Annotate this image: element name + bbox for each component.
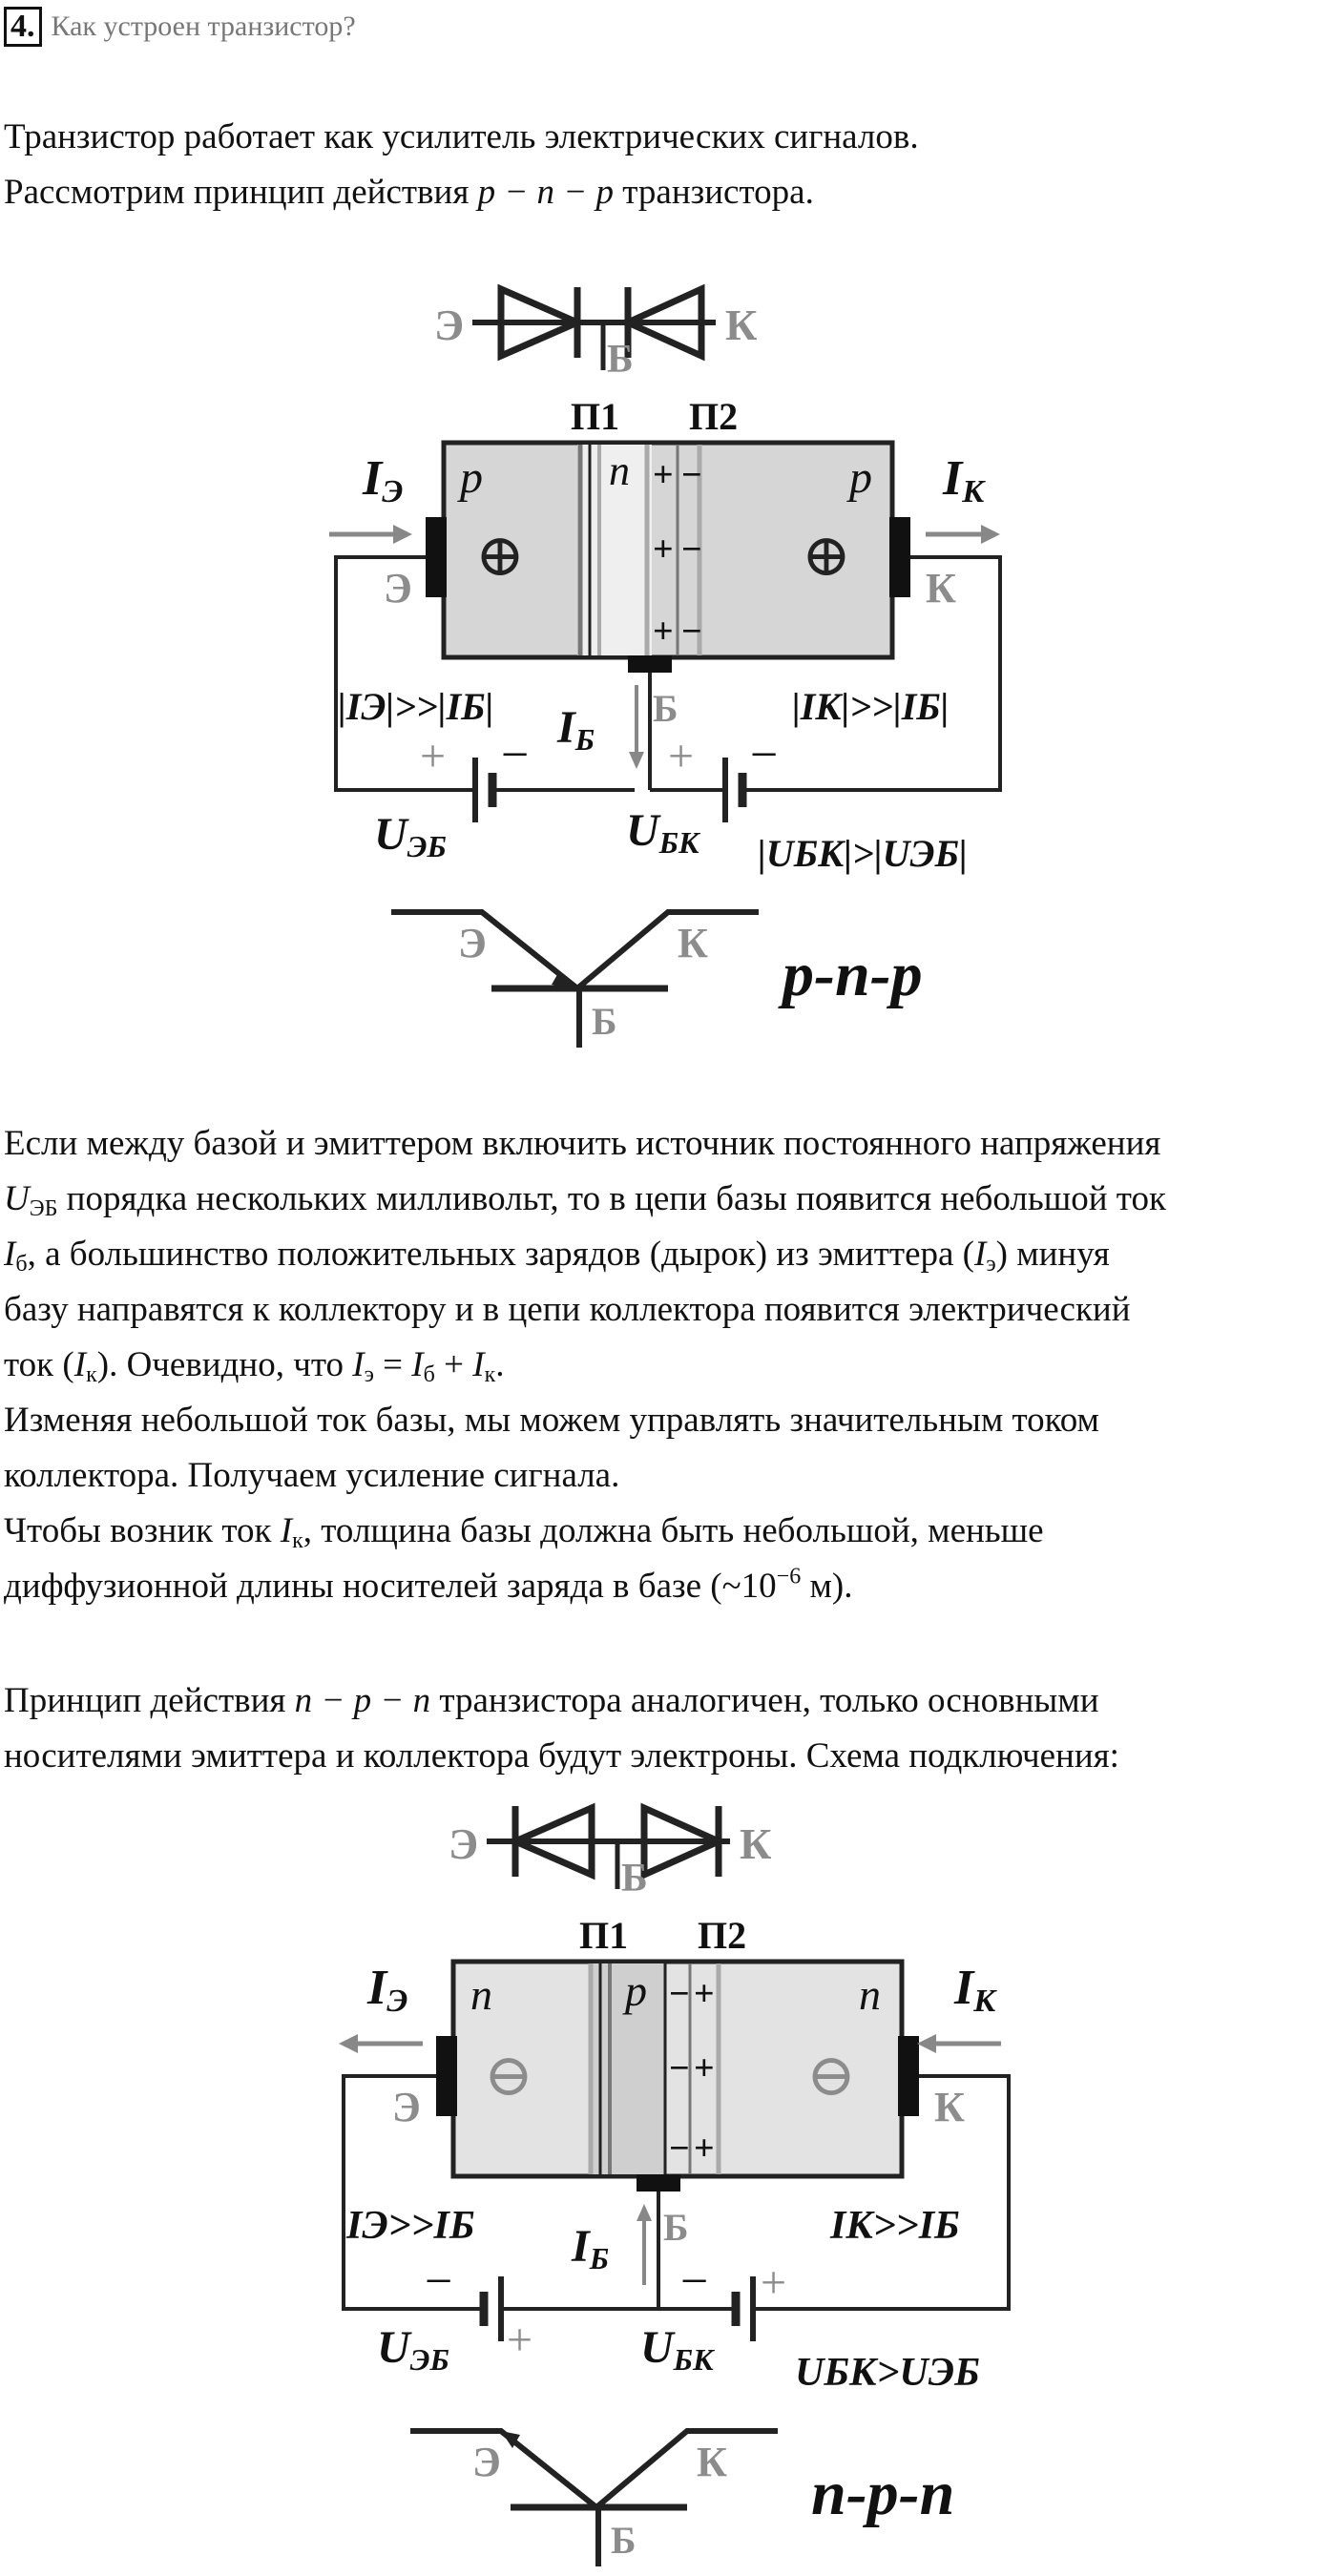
pnp-bat1-minus: − — [501, 728, 530, 782]
npn-minus-3: − — [669, 2129, 690, 2169]
body-line-5: ток $(I_к)$. Очевидно, что $I_э = I_б + I_к$. — [4, 1345, 505, 1387]
intro-line-2: Рассмотрим принцип действия p − n − p транзистора. — [4, 173, 814, 212]
pnp-symbol-b: Б — [592, 1000, 617, 1043]
pnp-rel-left: |IЭ|>>|IБ| — [338, 685, 494, 728]
pnp-label-k: К — [926, 565, 956, 612]
pnp-plus-3: + — [653, 612, 674, 652]
pnp-u-bk: UБК — [626, 805, 699, 860]
pnp-junction-2: П2 — [689, 395, 739, 438]
body-line-7: коллектора. Получаем усиление сигнала. — [4, 1456, 620, 1495]
pnp-type-label: p-n-p — [783, 940, 923, 1009]
npn-u-bk: UБК — [640, 2322, 714, 2377]
npn-formula: n − p − n — [294, 1681, 431, 1720]
pnp-u-eb: UЭБ — [374, 809, 447, 863]
npn-electron-right: ⊖ — [806, 2044, 856, 2109]
section-header — [4, 6, 356, 48]
npn-label-b: Б — [663, 2206, 689, 2249]
intro-line-1: Транзистор работает как усилитель электрических сигналов. — [4, 117, 919, 156]
npn-bat1-plus: + — [507, 2315, 533, 2365]
pnp-minus-1: − — [681, 455, 702, 495]
npn-region-n-left: n — [470, 1970, 492, 2019]
npn-current-e: IЭ — [367, 1961, 408, 2019]
npn-diagram — [329, 1794, 1016, 2571]
npn-label-e: Э — [392, 2084, 421, 2130]
pnp-hole-left: ⊕ — [475, 524, 525, 589]
section-number: 4. — [4, 7, 42, 47]
pnp-region-p-right: p — [849, 452, 872, 503]
npn-label-k: К — [934, 2084, 965, 2130]
body-line-6: Изменяя небольшой ток базы, мы можем управлять значительным током — [4, 1401, 1099, 1440]
npn-symbol-b: Б — [611, 2519, 637, 2562]
pnp-current-k: IК — [943, 451, 985, 509]
npn-u-eb: UЭБ — [377, 2322, 449, 2377]
body-line-9: диффузионной длины носителей заряда в базе ($\sim 10^{-6}$ м). — [4, 1564, 853, 1606]
pnp-region-p-left: p — [460, 452, 483, 503]
body-line-4: базу направятся к коллектору и в цепи коллектора появится электрический — [4, 1290, 1131, 1329]
npn-rel-right: IК>>IБ — [830, 2204, 960, 2248]
npn-junction-1: П1 — [579, 1914, 629, 1957]
body-line-8: Чтобы возник ток $I_к$, толщина базы должна быть небольшой, меньше — [4, 1511, 1044, 1553]
pnp-minus-2: − — [681, 530, 702, 570]
pnp-plus-1: + — [653, 455, 674, 495]
pnp-rel-right: |IК|>>|IБ| — [792, 685, 950, 728]
pnp-label-b: Б — [653, 687, 678, 730]
npn-plus-2: + — [694, 2048, 715, 2088]
npn-bat2-plus: + — [761, 2257, 787, 2308]
pnp-current-e: IЭ — [363, 451, 404, 509]
pnp-minus-3: − — [681, 612, 702, 652]
npn-diode-k-label: К — [740, 1819, 772, 1868]
npn-rel-u: UБК>UЭБ — [795, 2351, 980, 2395]
npn-region-n-right: n — [859, 1970, 881, 2019]
pnp-bat1-plus: + — [420, 731, 447, 781]
body-line-1: Если между базой и эмиттером включить источник постоянного напряжения — [4, 1124, 1161, 1163]
pnp-rel-u: |UБК|>|UЭБ| — [758, 832, 968, 875]
body-line-11: носителями эмиттера и коллектора будут электроны. Схема подключения: — [4, 1736, 1119, 1776]
pnp-symbol-k: К — [678, 920, 708, 966]
npn-junction-2: П2 — [698, 1914, 747, 1957]
section-title: Как устроен транзистор? — [51, 10, 356, 42]
pnp-symbol-e: Э — [458, 920, 487, 966]
npn-type-label: n-p-n — [811, 2459, 955, 2528]
npn-plus-3: + — [694, 2129, 715, 2169]
pnp-formula: p − n − p — [477, 173, 615, 212]
pnp-plus-2: + — [653, 530, 674, 570]
npn-diode-e-label: Э — [449, 1819, 479, 1868]
npn-symbol-e: Э — [472, 2439, 501, 2485]
npn-rel-left: IЭ>>IБ — [346, 2204, 475, 2248]
pnp-diode-k-label: К — [725, 301, 758, 349]
pnp-region-n: n — [609, 447, 630, 494]
body-line-10: Принцип действия n − p − n транзистора аналогичен, только основными — [4, 1681, 1099, 1720]
pnp-diode-b-label: Б — [607, 338, 634, 382]
npn-current-k: IК — [954, 1961, 996, 2019]
body-line-3: $I_б$, а большинство положительных зарядов (дырок) из эмиттера $(I_э)$ минуя — [4, 1235, 1110, 1277]
npn-current-b: IБ — [572, 2221, 610, 2275]
npn-minus-2: − — [669, 2048, 690, 2088]
npn-bat2-minus: − — [680, 2254, 709, 2309]
npn-minus-1: − — [669, 1974, 690, 2014]
npn-bat1-minus: − — [425, 2254, 453, 2309]
npn-electron-left: ⊖ — [484, 2044, 533, 2109]
pnp-diode-e-label: Э — [434, 301, 465, 349]
pnp-bat2-plus: + — [668, 731, 695, 781]
pnp-current-b: IБ — [557, 702, 595, 757]
npn-plus-1: + — [694, 1974, 715, 2014]
pnp-junction-1: П1 — [571, 395, 620, 438]
npn-region-p: p — [625, 1966, 647, 2015]
body-line-2: $U_{ЭБ}$ порядка нескольких милливольт, то в цепи базы появится небольшой ток — [4, 1179, 1166, 1221]
pnp-diagram — [324, 275, 1012, 1052]
pnp-bat2-minus: − — [750, 728, 779, 782]
npn-symbol-k: К — [697, 2439, 727, 2485]
pnp-hole-right: ⊕ — [802, 524, 851, 589]
npn-diode-b-label: Б — [621, 1857, 648, 1901]
pnp-label-e: Э — [384, 565, 412, 612]
